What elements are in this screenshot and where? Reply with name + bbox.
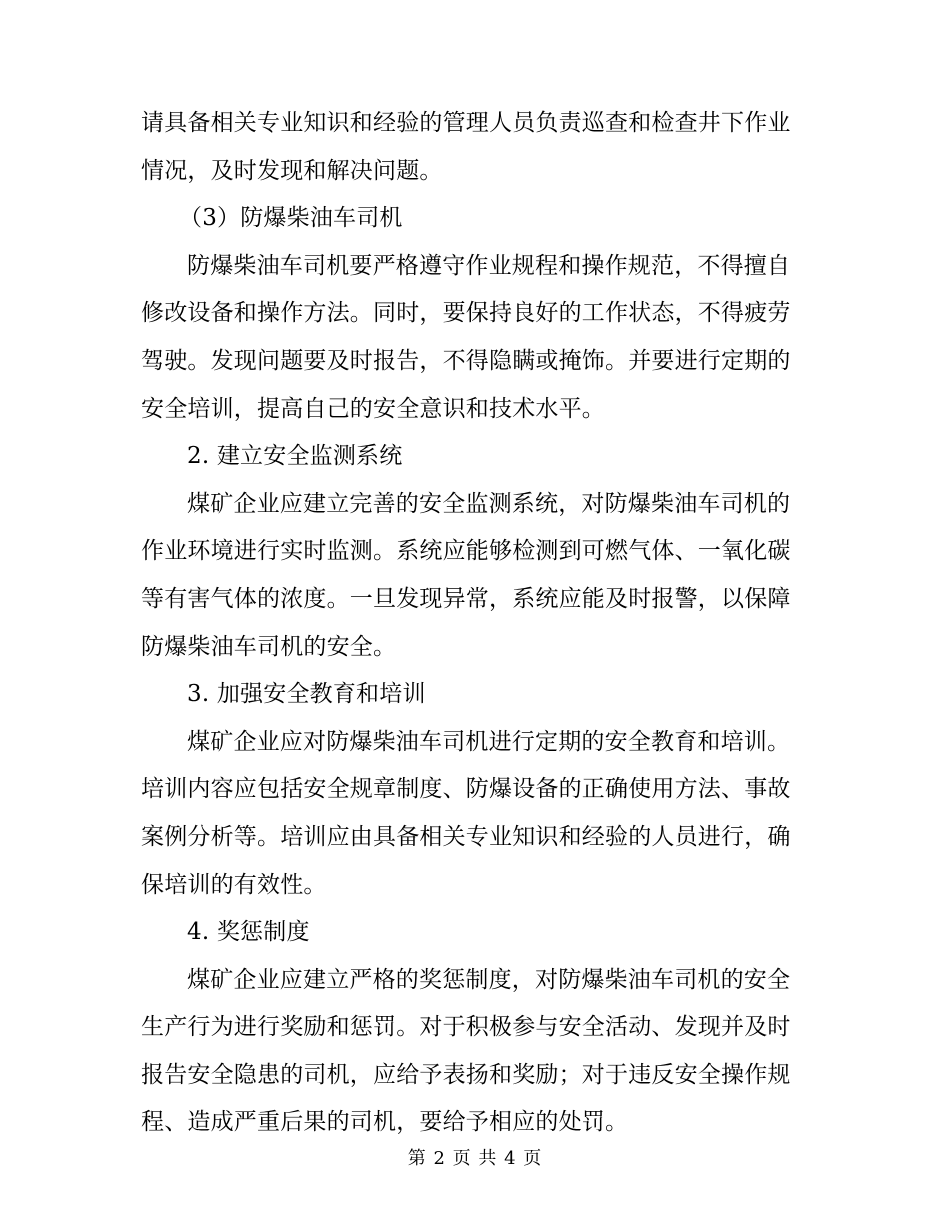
- section-heading: 4. 奖惩制度: [187, 919, 310, 946]
- paragraph-line: 培训内容应包括安全规章制度、防爆设备的正确使用方法、事故: [141, 776, 791, 803]
- subsection-heading: （3）防爆柴油车司机: [179, 205, 403, 232]
- paragraph-line: 生产行为进行奖励和惩罚。对于积极参与安全活动、发现并及时: [141, 1014, 791, 1041]
- paragraph-line: 煤矿企业应建立严格的奖惩制度，对防爆柴油车司机的安全: [187, 966, 791, 993]
- paragraph-line: 案例分析等。培训应由具备相关专业知识和经验的人员进行，确: [141, 823, 791, 850]
- paragraph-line: 作业环境进行实时监测。系统应能够检测到可燃气体、一氧化碳: [141, 538, 791, 565]
- paragraph-line: 驾驶。发现问题要及时报告，不得隐瞒或掩饰。并要进行定期的: [141, 347, 791, 374]
- section-heading: 2. 建立安全监测系统: [187, 443, 403, 470]
- paragraph-line: 安全培训，提高自己的安全意识和技术水平。: [141, 395, 605, 422]
- paragraph-line: 等有害气体的浓度。一旦发现异常，系统应能及时报警，以保障: [141, 585, 791, 612]
- paragraph-line: 报告安全隐患的司机，应给予表扬和奖励；对于违反安全操作规: [141, 1061, 791, 1088]
- paragraph-line: 防爆柴油车司机要严格遵守作业规程和操作规范，不得擅自: [187, 252, 791, 279]
- paragraph-line: 修改设备和操作方法。同时，要保持良好的工作状态，不得疲劳: [141, 300, 791, 327]
- paragraph-line: 煤矿企业应建立完善的安全监测系统，对防爆柴油车司机的: [187, 490, 791, 517]
- paragraph-line: 煤矿企业应对防爆柴油车司机进行定期的安全教育和培训。: [187, 728, 791, 755]
- paragraph-line: 请具备相关专业知识和经验的管理人员负责巡查和检查井下作业: [141, 110, 791, 136]
- paragraph-line: 保培训的有效性。: [141, 871, 327, 898]
- document-body: [141, 100, 809, 1147]
- paragraph-line: 防爆柴油车司机的安全。: [141, 633, 397, 660]
- page-number-footer: 第 2 页 共 4 页: [407, 1148, 543, 1169]
- paragraph-line: 情况，及时发现和解决问题。: [141, 157, 443, 184]
- section-heading: 3. 加强安全教育和培训: [187, 681, 426, 708]
- paragraph-line: 程、造成严重后果的司机，要给予相应的处罚。: [141, 1109, 629, 1136]
